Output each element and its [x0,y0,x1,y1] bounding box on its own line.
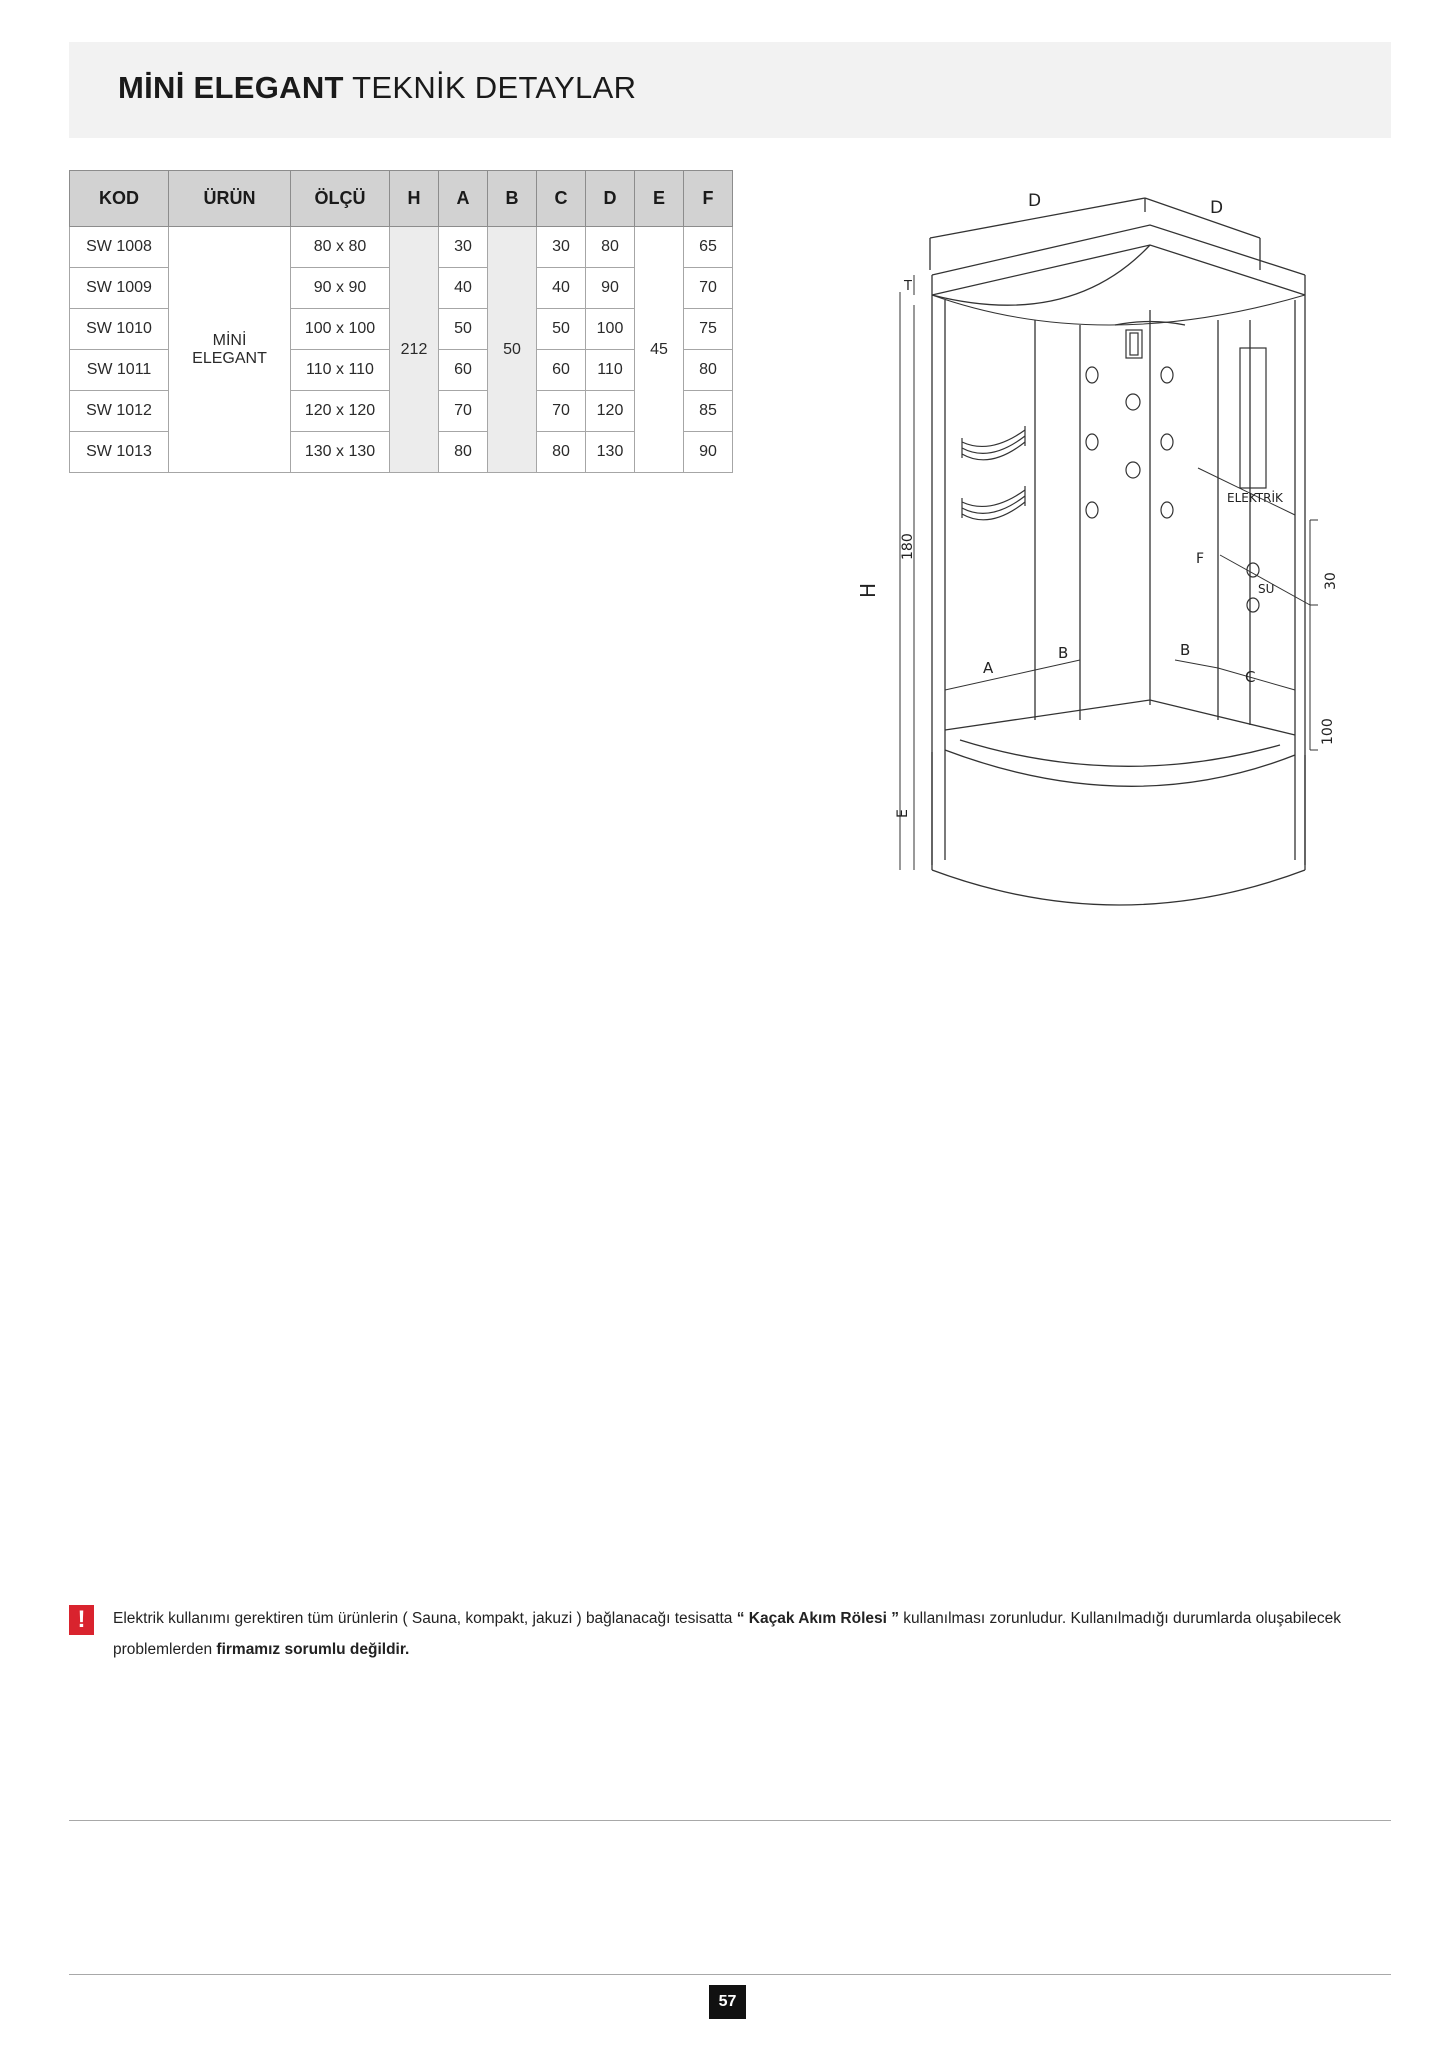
cell-kod: SW 1012 [70,391,169,432]
cell-a: 80 [439,432,488,473]
cell-d: 90 [586,268,635,309]
warning-text-1: Elektrik kullanımı gerektiren tüm ürünlerin ( Sauna, kompakt, jakuzi ) bağlanacağı tesisatta [113,1610,737,1627]
cell-c: 30 [537,227,586,268]
cell-olcu: 90 x 90 [291,268,390,309]
cell-kod: SW 1009 [70,268,169,309]
col-header-a: A [439,171,488,227]
cell-d: 80 [586,227,635,268]
label-30: 30 [1323,572,1339,590]
cell-kod: SW 1011 [70,350,169,391]
dimension-lines [900,275,1318,870]
cell-a: 40 [439,268,488,309]
cell-kod: SW 1008 [70,227,169,268]
massage-jets [1086,367,1259,612]
warning-text-3: kullanılması zorunludur. Kullanılmadığı durumlarda oluşabilecek [899,1610,1341,1627]
cell-olcu: 100 x 100 [291,309,390,350]
col-header-h: H [390,171,439,227]
product-line-2: ELEGANT [192,349,267,367]
label-b-left: B [1058,644,1069,662]
cell-f: 80 [684,350,733,391]
shower-cabin-drawing [840,180,1339,920]
cell-f: 65 [684,227,733,268]
cell-d: 130 [586,432,635,473]
label-b-right: B [1180,641,1191,659]
shelf-upper-icon [962,426,1025,460]
label-c: C [1245,668,1256,686]
label-f: F [1196,551,1205,567]
cell-f: 85 [684,391,733,432]
col-header-c: C [537,171,586,227]
overhead-shower-icon [1126,330,1142,358]
cell-c: 40 [537,268,586,309]
control-panel-icon [1240,348,1266,488]
label-a: A [983,659,994,677]
cell-kod: SW 1013 [70,432,169,473]
col-header-urun: ÜRÜN [169,171,291,227]
col-header-d: D [586,171,635,227]
shelf-lower-icon [962,486,1025,520]
cell-urun [169,227,291,473]
cell-f: 70 [684,268,733,309]
cell-a: 30 [439,227,488,268]
label-100: 100 [1320,718,1336,745]
divider-top [69,1820,1391,1821]
col-header-f: F [684,171,733,227]
warning-icon: ! [69,1605,94,1635]
title-light: TEKNİK DETAYLAR [352,70,637,105]
cell-a: 60 [439,350,488,391]
cell-olcu: 130 x 130 [291,432,390,473]
divider-bottom [69,1974,1391,1975]
page-number: 57 [709,1985,746,2019]
cell-olcu: 110 x 110 [291,350,390,391]
spec-table [69,170,733,473]
warning-text [113,1603,1363,1665]
label-d-right: D [1210,198,1224,218]
cell-b: 50 [488,227,537,473]
product-line-1: MİNİ [212,331,247,349]
label-180: 180 [900,533,916,560]
cell-e: 45 [635,227,684,473]
label-su: SU [1258,582,1275,596]
shelf-icons [962,426,1025,520]
col-header-e: E [635,171,684,227]
cabin-outline [930,198,1305,905]
warning-text-4: problemlerden [113,1641,217,1658]
label-h: H [856,582,880,598]
cell-d: 100 [586,309,635,350]
warning-text-2: “ Kaçak Akım Rölesi ” [736,1610,899,1627]
page-title [118,70,636,106]
cell-c: 80 [537,432,586,473]
label-d-left: D [1028,191,1042,211]
warning-text-5: firmamız sorumlu değildir. [216,1641,410,1658]
cell-c: 50 [537,309,586,350]
cell-kod: SW 1010 [70,309,169,350]
cell-d: 110 [586,350,635,391]
cell-h: 212 [390,227,439,473]
title-bold: MİNİ ELEGANT [118,70,344,105]
cell-c: 70 [537,391,586,432]
cell-f: 90 [684,432,733,473]
label-e: E [895,809,911,818]
cell-c: 60 [537,350,586,391]
cell-olcu: 80 x 80 [291,227,390,268]
col-header-b: B [488,171,537,227]
cell-olcu: 120 x 120 [291,391,390,432]
label-elektrik: ELEKTRİK [1227,491,1283,505]
table-header-row [70,171,733,227]
cell-a: 70 [439,391,488,432]
label-t: T [904,279,912,294]
title-bar [69,42,1391,138]
col-header-olcu: ÖLÇÜ [291,171,390,227]
col-header-kod: KOD [70,171,169,227]
cell-a: 50 [439,309,488,350]
table-row [70,227,733,268]
cell-f: 75 [684,309,733,350]
cell-d: 120 [586,391,635,432]
